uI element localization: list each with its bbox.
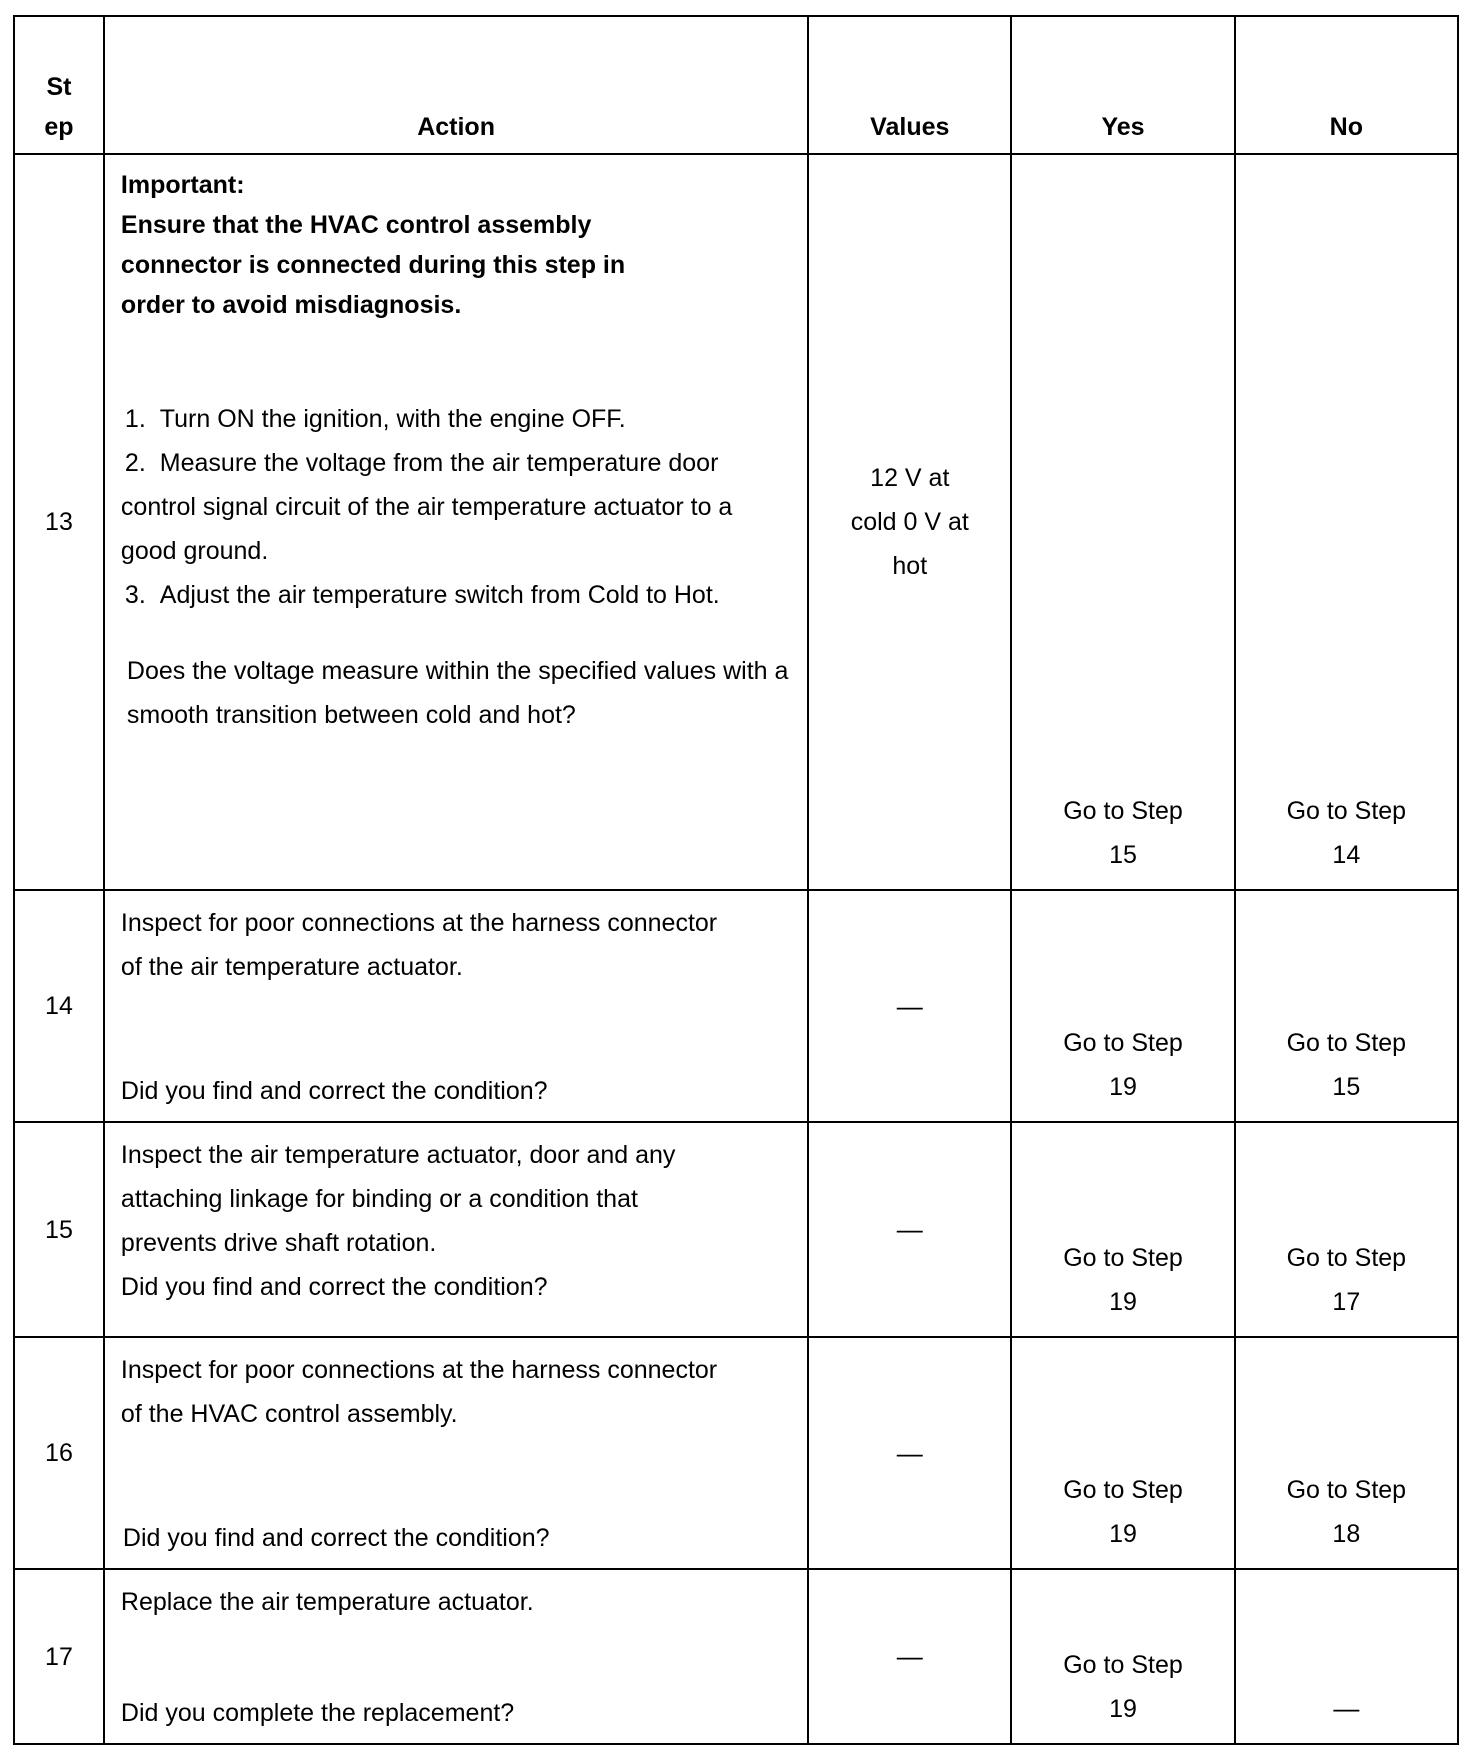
values-cell [808,1569,1011,1744]
no-step: 17 [1332,1287,1361,1316]
question-text: Does the voltage measure within the specified values with a smooth transition between cold and hot? [126,657,789,729]
list-item: 3. Adjust the air temperature switch from Cold to Hot. [124,581,720,609]
yes-step: 19 [1109,1520,1137,1549]
no-cell [1235,890,1458,1122]
yes-step: 15 [1109,840,1137,869]
header-values: Values [808,16,1011,154]
table-row [14,1569,1458,1744]
no-value: — [1333,1693,1360,1723]
values-text: — [896,990,923,1021]
values-cell [808,890,1011,1122]
yes-label: Go to Step [1063,1029,1183,1058]
instruction-text: Inspect for poor connections at the harness connector of the air temperature actuator. [120,908,718,981]
values-text: — [896,1214,923,1245]
list-item: 2. Measure the voltage from the air temperature door control signal circuit of the air temperature actuator to a good ground. [120,449,733,565]
instruction-text: Inspect the air temperature actuator, door and any attaching linkage for binding or a condition that prevents drive shaft rotation. [120,1141,676,1258]
diagnostic-table [13,15,1459,1745]
no-cell [1235,1337,1458,1569]
action-cell [104,1337,808,1569]
header-row [14,16,1458,154]
yes-step: 19 [1109,1287,1137,1316]
table-row [14,890,1458,1122]
step-number: 14 [14,890,104,1122]
yes-label: Go to Step [1063,1476,1183,1505]
values-cell [808,1122,1011,1337]
step-number: 16 [14,1337,104,1569]
yes-cell [1011,890,1234,1122]
action-cell [104,890,808,1122]
no-cell [1235,1122,1458,1337]
step-number: 15 [14,1122,104,1337]
table-row [14,1337,1458,1569]
yes-step: 19 [1109,1695,1137,1723]
no-step: 14 [1332,840,1361,869]
header-step: St ep [14,16,104,154]
no-cell [1235,154,1458,890]
action-cell [104,154,808,890]
procedure-list [121,397,791,617]
values-cell [808,1337,1011,1569]
header-action: Action [104,16,808,154]
yes-label: Go to Step [1063,1651,1183,1679]
yes-label: Go to Step [1063,1243,1183,1272]
values-text: — [896,1641,923,1672]
no-label: Go to Step [1286,796,1407,825]
no-step: 15 [1332,1073,1361,1102]
list-item: 1. Turn ON the ignition, with the engine OFF. [124,405,626,433]
no-label: Go to Step [1286,1476,1407,1505]
instruction-text: Inspect for poor connections at the harness connector of the HVAC control assembly. [120,1355,718,1428]
question-text: Did you complete the replacement? [120,1699,515,1727]
no-step: 18 [1332,1520,1361,1549]
step-number: 17 [14,1569,104,1744]
header-yes: Yes [1011,16,1234,154]
yes-cell [1011,1337,1234,1569]
action-cell [104,1122,808,1337]
header-no: No [1235,16,1458,154]
yes-cell [1011,1569,1234,1744]
no-label: Go to Step [1286,1029,1407,1058]
step-number: 13 [14,154,104,890]
instruction-text: Replace the air temperature actuator. [120,1588,534,1617]
yes-cell [1011,154,1234,890]
yes-step: 19 [1109,1073,1137,1102]
values-text: — [896,1437,923,1468]
yes-cell [1011,1122,1234,1337]
values-cell [808,154,1011,890]
yes-label: Go to Step [1063,796,1183,825]
question-text: Did you find and correct the condition? [120,1077,548,1106]
table-row [14,154,1458,890]
action-cell [104,1569,808,1744]
no-label: Go to Step [1286,1243,1407,1272]
important-label: Important: [120,171,245,199]
no-cell [1235,1569,1458,1744]
values-text: 12 V at cold 0 V at hot [850,463,969,580]
table-row [14,1122,1458,1337]
important-text: Ensure that the HVAC control assembly connector is connected during this step in order to avoid misdiagnosis. [120,211,626,319]
question-text: Did you find and correct the condition? [122,1524,550,1553]
question-text: Did you find and correct the condition? [120,1273,548,1302]
